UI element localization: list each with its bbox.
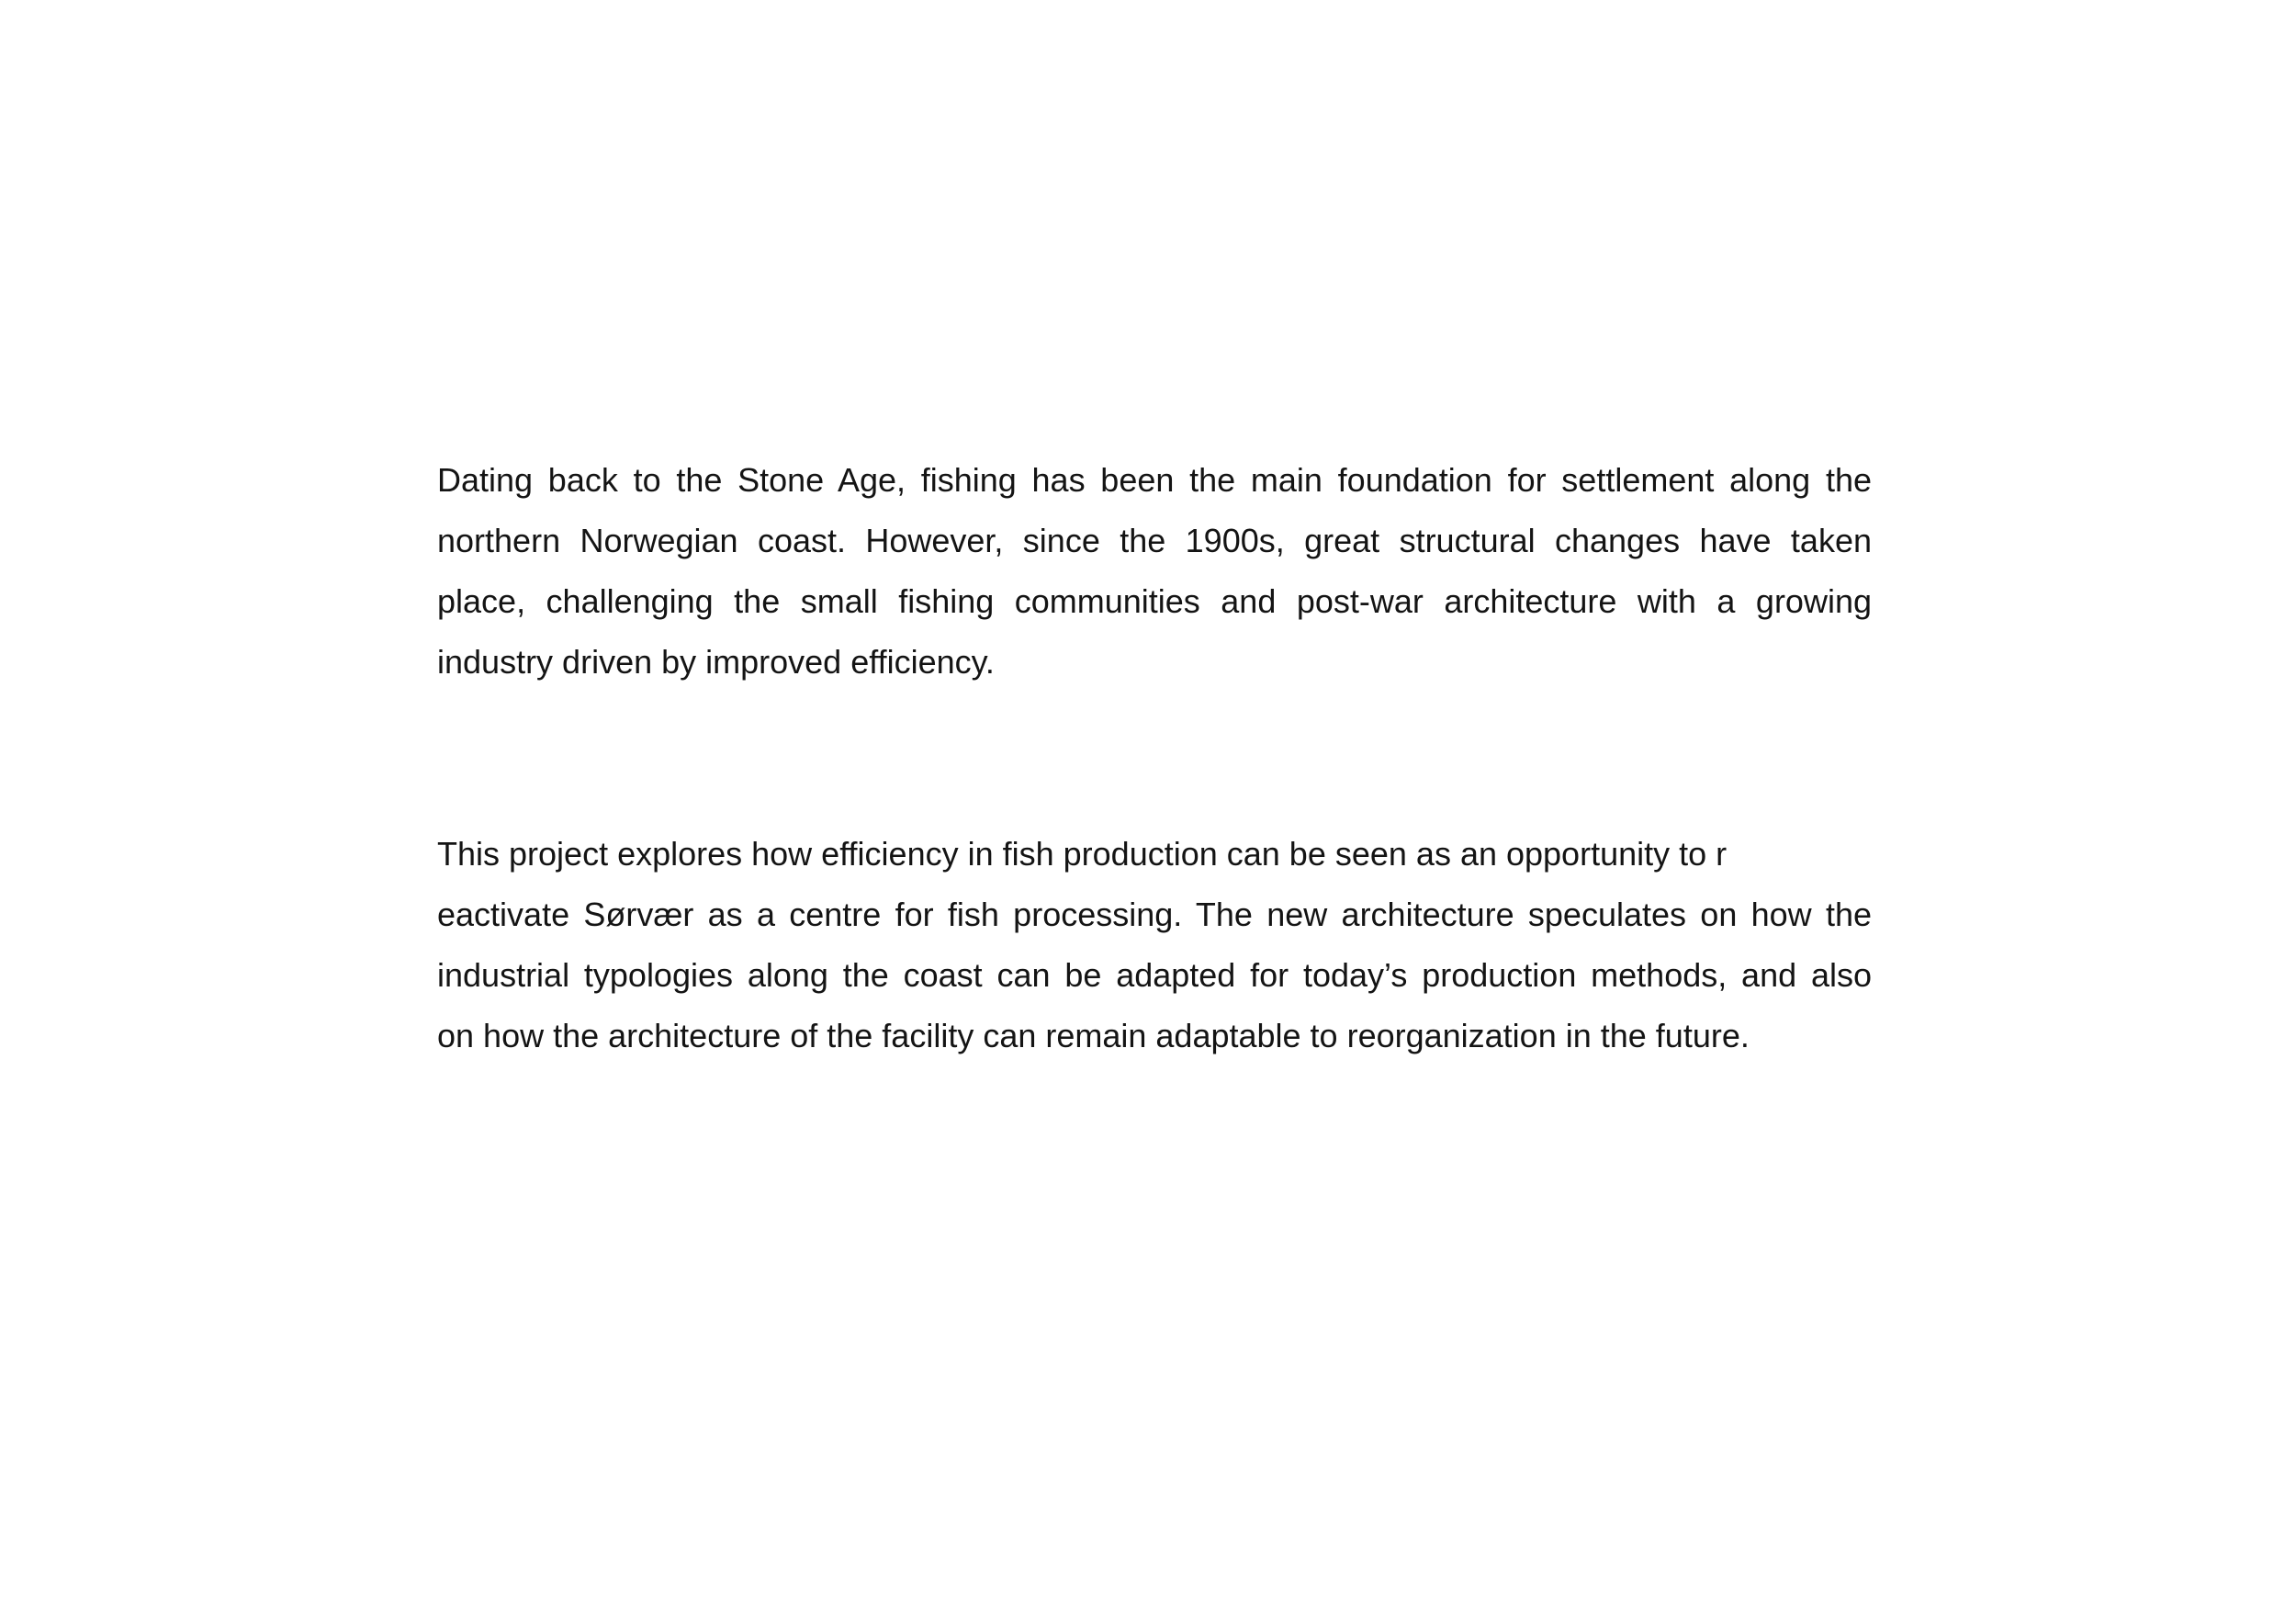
paragraph-line: place, challenging the small fishing communities and post-war architecture with a growing	[437, 582, 1872, 620]
paragraph-line: This project explores how efficiency in fish production can be seen as an opportunity to r	[437, 835, 1728, 873]
paragraph-intro	[437, 450, 1872, 693]
paragraph-line: Dating back to the Stone Age, fishing has been the main foundation for settlement along the	[437, 461, 1872, 499]
paragraph-line: northern Norwegian coast. However, since the 1900s, great structural changes have taken	[437, 522, 1872, 559]
paragraph-line: industry driven by improved efficiency.	[437, 643, 995, 681]
paragraph-line: eactivate Sørvær as a centre for fish processing. The new architecture speculates on how the	[437, 896, 1872, 933]
paragraph-line: industrial typologies along the coast can be adapted for today’s production methods, and also	[437, 956, 1872, 994]
paragraph-line: on how the architecture of the facility can remain adaptable to reorganization in the future.	[437, 1017, 1750, 1054]
paragraph-project	[437, 824, 1872, 1066]
